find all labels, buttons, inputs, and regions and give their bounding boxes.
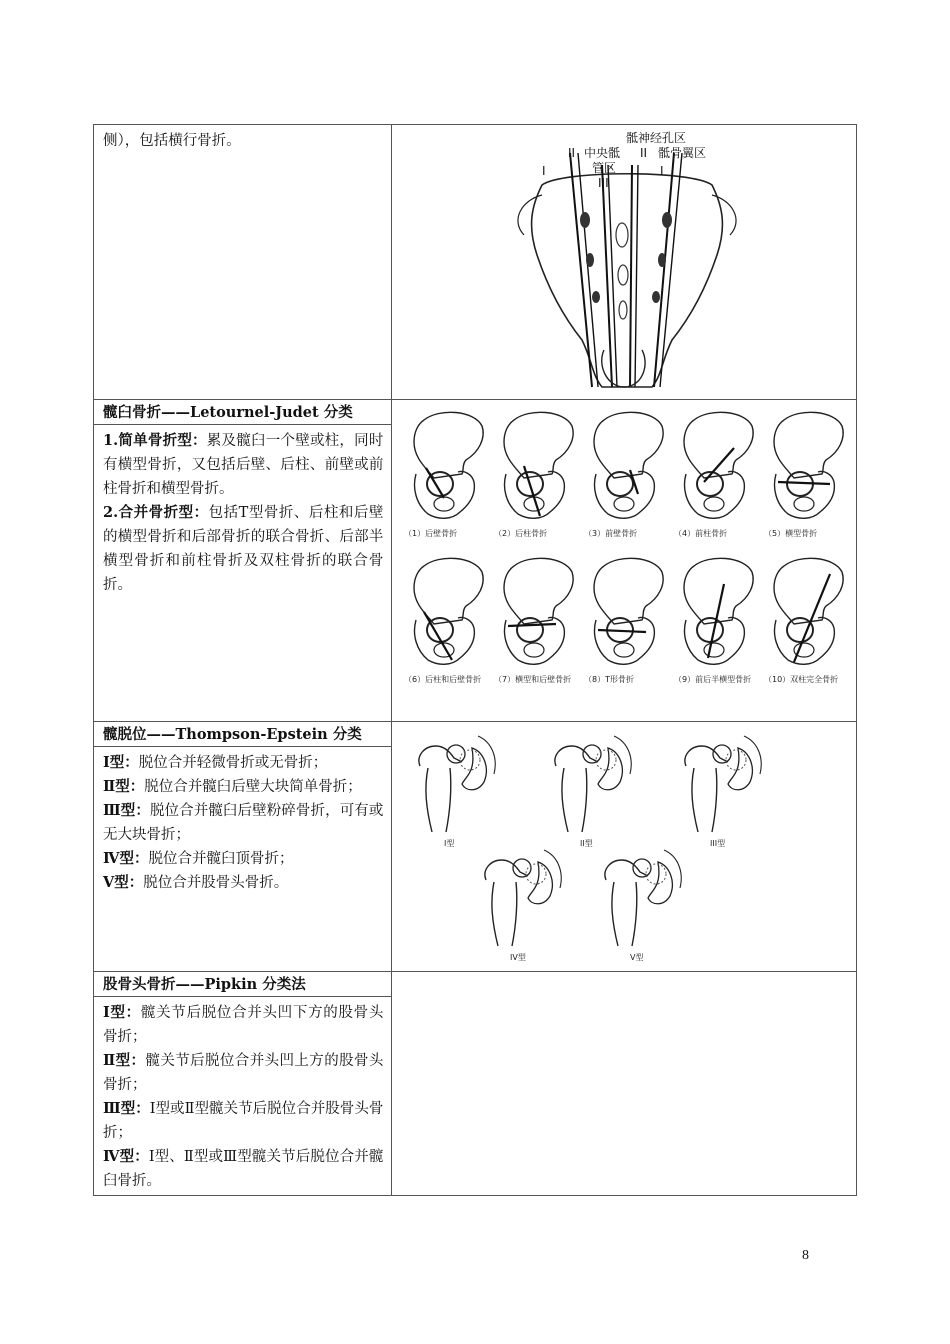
acetabular-figure-cell: [392, 400, 857, 722]
pipkin-type-4: [103, 1145, 383, 1193]
type-text: 脱位合并股骨头骨折。: [143, 875, 289, 891]
central-canal-label-2: 管区: [592, 161, 617, 175]
dislocation-text-cell: [94, 747, 392, 972]
femoral-text-cell: [94, 997, 392, 1196]
dislocation-caption: V型: [630, 953, 644, 962]
acetabular-drawing-7: [494, 558, 573, 684]
type-text: 脱位合并轻微骨折或无骨折；: [138, 755, 328, 771]
foramen-zone-label: 骶神经孔区: [626, 131, 687, 145]
zone-III-label: III: [598, 176, 610, 190]
acetabular-drawing-9: [674, 558, 753, 684]
zone-II-left-label: II: [568, 146, 576, 160]
zone-II-right-label: II: [640, 146, 648, 160]
pipkin-type-2: [103, 1049, 383, 1097]
type-text: 脱位合并髋臼后壁粉碎骨折，可有或无大块骨折；: [103, 803, 384, 843]
sacrum-figure-cell: [392, 125, 857, 400]
type-text: 髋关节后脱位合并头凹下方的股骨头骨折；: [103, 1005, 384, 1045]
dislocation-drawing-3: [685, 736, 761, 848]
femoral-empty-cell: [392, 972, 857, 1196]
acetabular-drawing-4: [674, 412, 753, 538]
zone-I-left-label: I: [542, 164, 546, 178]
dislocation-caption: II型: [580, 839, 594, 848]
dislocation-figure-cell: [392, 722, 857, 972]
zone-I-right-label: I: [660, 164, 664, 178]
dislocation-drawing-2: [555, 736, 631, 848]
acetabular-drawing-6: [404, 558, 483, 684]
dislocation-type-4: [103, 847, 383, 871]
acetabular-types-figure: [392, 400, 854, 720]
acetabular-caption: （2）后柱骨折: [494, 529, 548, 538]
type-label: Ⅳ型：: [103, 1148, 149, 1165]
type-label: Ⅱ型：: [103, 1052, 146, 1069]
row-femoral-header: [94, 972, 857, 997]
acetabular-heading: 髋臼骨折——Letournel-Judet 分类: [103, 404, 353, 421]
acetabular-caption: （9）前后半横型骨折: [674, 675, 752, 684]
femoral-heading: 股骨头骨折——Pipkin 分类法: [103, 976, 306, 993]
row-sacrum: [94, 125, 857, 400]
acetabular-caption: （6）后柱和后壁骨折: [404, 675, 482, 684]
page-number: 8: [802, 1248, 809, 1263]
continuation-text: 侧），包括横行骨折。: [103, 133, 241, 149]
type-label: Ⅲ型：: [103, 802, 150, 819]
acetabular-drawing-3: [584, 412, 663, 538]
acetabular-drawing-5: [764, 412, 843, 538]
acetabular-drawing-8: [584, 558, 663, 684]
pipkin-type-1: [103, 1001, 383, 1049]
acetabular-caption: （7）横型和后壁骨折: [494, 675, 572, 684]
dislocation-type-1: [103, 751, 383, 775]
type-text: Ⅰ型或Ⅱ型髋关节后脱位合并股骨头骨折；: [103, 1101, 384, 1141]
dislocation-type-3: [103, 799, 383, 847]
combined-fracture-paragraph: [103, 501, 383, 597]
dislocation-drawing-4: [485, 850, 561, 962]
type-label: Ⅱ型：: [103, 778, 145, 795]
simple-fracture-label: 1.简单骨折型：: [103, 432, 207, 449]
acetabular-drawing-10: [764, 558, 843, 684]
content-table: [93, 124, 857, 1196]
type-text: 髋关节后脱位合并头凹上方的股骨头骨折；: [103, 1053, 384, 1093]
acetabular-caption: （1）后壁骨折: [404, 529, 458, 538]
acetabular-caption: （5）横型骨折: [764, 529, 818, 538]
dislocation-drawing-5: [605, 850, 681, 962]
dislocation-caption: III型: [710, 839, 726, 848]
dislocation-types-figure: [392, 722, 854, 970]
acetabular-drawing-1: [404, 412, 483, 538]
pipkin-type-3: [103, 1097, 383, 1145]
acetabular-caption: （3）前壁骨折: [584, 529, 638, 538]
dislocation-header-cell: [94, 722, 392, 747]
dislocation-caption: I型: [444, 839, 455, 848]
dislocation-type-5: [103, 871, 383, 895]
dislocation-heading: 髋脱位——Thompson-Epstein 分类: [103, 726, 362, 743]
combined-fracture-label: 2.合并骨折型：: [103, 504, 209, 521]
acetabular-caption: （4）前柱骨折: [674, 529, 728, 538]
row-acetabular-header: [94, 400, 857, 425]
acetabular-caption: （10）双柱完全骨折: [764, 675, 839, 684]
type-label: Ⅳ型：: [103, 850, 149, 867]
acetabular-header-cell: [94, 400, 392, 425]
type-label: Ⅰ型：: [103, 754, 139, 771]
acetabular-caption: （8）T形骨折: [584, 675, 635, 684]
dislocation-drawing-1: [419, 736, 495, 848]
dislocation-type-2: [103, 775, 383, 799]
type-text: 脱位合并髋臼后壁大块简单骨折；: [144, 779, 362, 795]
simple-fracture-paragraph: [103, 429, 383, 501]
ala-zone-label: 骶骨翼区: [658, 146, 707, 160]
acetabular-text-cell: [94, 425, 392, 722]
type-text: Ⅰ型、Ⅱ型或Ⅲ型髋关节后脱位合并髋臼骨折。: [103, 1149, 384, 1189]
simple-fracture-text: 累及髋臼一个壁或柱，同时有横型骨折，又包括后壁、后柱、前壁或前柱骨折和横型骨折。: [103, 433, 384, 497]
row-dislocation-header: [94, 722, 857, 747]
type-label: Ⅲ型：: [103, 1100, 150, 1117]
type-label: Ⅴ型：: [103, 874, 144, 891]
sacrum-zones-figure: [392, 125, 854, 399]
type-label: Ⅰ型：: [103, 1004, 141, 1021]
combined-fracture-text: 包括T型骨折、后柱和后壁的横型骨折和后部骨折的联合骨折、后部半横型骨折和前柱骨折及双柱骨折的联合骨折。: [103, 505, 384, 593]
type-text: 脱位合并髋臼顶骨折；: [148, 851, 294, 867]
central-canal-label: 中央骶: [584, 146, 621, 160]
dislocation-caption: IV型: [510, 953, 527, 962]
acetabular-drawing-2: [494, 412, 573, 538]
sacrum-text-cell: [94, 125, 392, 400]
femoral-header-cell: [94, 972, 392, 997]
